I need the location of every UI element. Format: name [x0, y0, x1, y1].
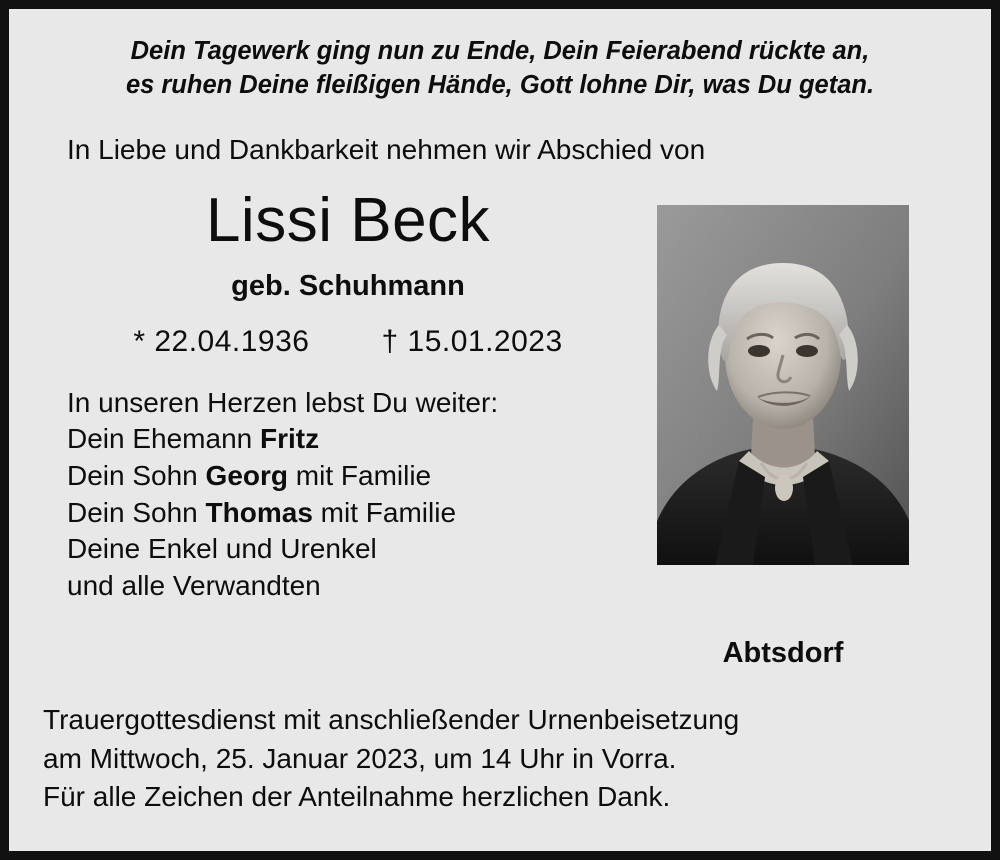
survivor-row-5 [67, 568, 653, 605]
survivor-emphasis: Thomas [205, 496, 313, 528]
birth-date: * 22.04.1936 [133, 324, 310, 358]
place-name: Abtsdorf [722, 637, 844, 669]
service-line-1: Trauergottesdienst mit anschließender Urnenbeisetzung [43, 704, 740, 735]
death-date: † 15.01.2023 [381, 324, 563, 358]
memorial-verse [65, 35, 935, 103]
survivor-prefix: Deine Enkel und Urenkel [67, 533, 377, 565]
left-column [43, 188, 653, 604]
survivor-prefix: Dein Ehemann [67, 423, 261, 455]
survivor-row-3 [67, 495, 653, 532]
survivor-prefix: und alle Verwandten [67, 569, 321, 601]
survivor-suffix: mit Familie [312, 496, 457, 528]
intro-text: In Liebe und Dankbarkeit nehmen wir Abschied von [67, 133, 706, 165]
survivors-block [67, 385, 653, 605]
portrait-photo [657, 205, 909, 565]
service-line-2: am Mittwoch, 25. Januar 2023, um 14 Uhr in Vorra. [43, 742, 677, 774]
obituary-inner [9, 9, 991, 851]
verse-line-1: Dein Tagewerk ging nun zu Ende, Dein Feierabend rückte an, [130, 37, 870, 65]
maiden-name: geb. Schuhmann [231, 269, 465, 302]
service-details [43, 701, 957, 817]
verse-line-2: es ruhen Deine fleißigen Hände, Gott lohne Dir, was Du getan. [125, 70, 875, 99]
survivor-prefix: Dein Sohn [67, 496, 206, 528]
life-dates [43, 325, 653, 359]
survivor-emphasis: Georg [205, 459, 289, 491]
deceased-name: Lissi Beck [205, 186, 491, 256]
survivors-heading: In unseren Herzen lebst Du weiter: [67, 386, 499, 418]
survivor-row-2 [67, 458, 653, 495]
survivor-emphasis: Fritz [260, 423, 320, 455]
survivor-suffix: mit Familie [288, 459, 432, 491]
survivor-prefix: Dein Sohn [67, 459, 206, 491]
survivor-row-1 [67, 421, 653, 458]
portrait-photo-graphic [657, 205, 909, 565]
service-line-3: Für alle Zeichen der Anteilnahme herzlichen Dank. [43, 781, 671, 813]
survivor-row-4 [67, 531, 653, 568]
